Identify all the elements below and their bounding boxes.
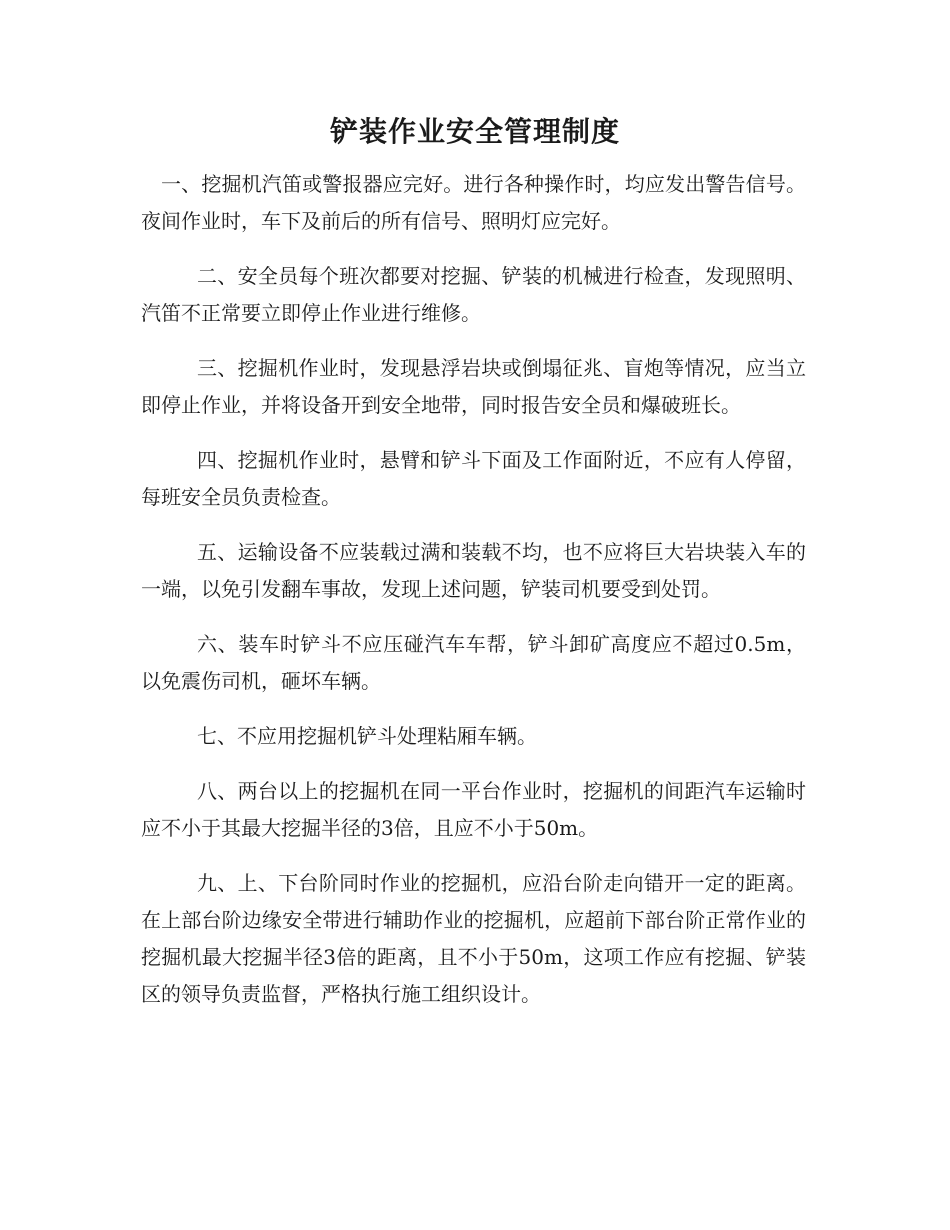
paragraph-3: 三、挖掘机作业时，发现悬浮岩块或倒塌征兆、盲炮等情况，应当立即停止作业，并将设备开到安全地带，同时报告安全员和爆破班长。 [141, 356, 806, 417]
paragraph-6: 六、装车时铲斗不应压碰汽车车帮，铲斗卸矿高度应不超过0.5m，以免震伤司机，砸坏车辆。 [141, 632, 806, 693]
paragraph-1: 一、挖掘机汽笛或警报器应完好。进行各种操作时，均应发出警告信号。夜间作业时，车下及前后的所有信号、照明灯应完好。 [141, 172, 806, 233]
document-body [141, 166, 806, 1031]
document-title: 铲装作业安全管理制度 [329, 115, 620, 148]
paragraph-5: 五、运输设备不应装载过满和装载不均，也不应将巨大岩块装入车的一端，以免引发翻车事故，发现上述问题，铲装司机要受到处罚。 [141, 540, 806, 601]
paragraph-7: 七、不应用挖掘机铲斗处理粘厢车辆。 [197, 724, 537, 748]
paragraph-9: 九、上、下台阶同时作业的挖掘机，应沿台阶走向错开一定的距离。在上部台阶边缘安全带进行辅助作业的挖掘机，应超前下部台阶正常作业的挖掘机最大挖掘半径3倍的距离，且不小于50m，这项工作应有挖掘、铲装区的领导负责监督，严格执行施工组织设计。 [141, 871, 806, 1006]
paragraph-8: 八、两台以上的挖掘机在同一平台作业时，挖掘机的间距汽车运输时应不小于其最大挖掘半径的3倍，且应不小于50m。 [141, 779, 806, 840]
paragraph-2: 二、安全员每个班次都要对挖掘、铲装的机械进行检查，发现照明、汽笛不正常要立即停止作业进行维修。 [141, 264, 806, 325]
paragraph-4: 四、挖掘机作业时，悬臂和铲斗下面及工作面附近，不应有人停留，每班安全员负责检查。 [141, 448, 806, 509]
